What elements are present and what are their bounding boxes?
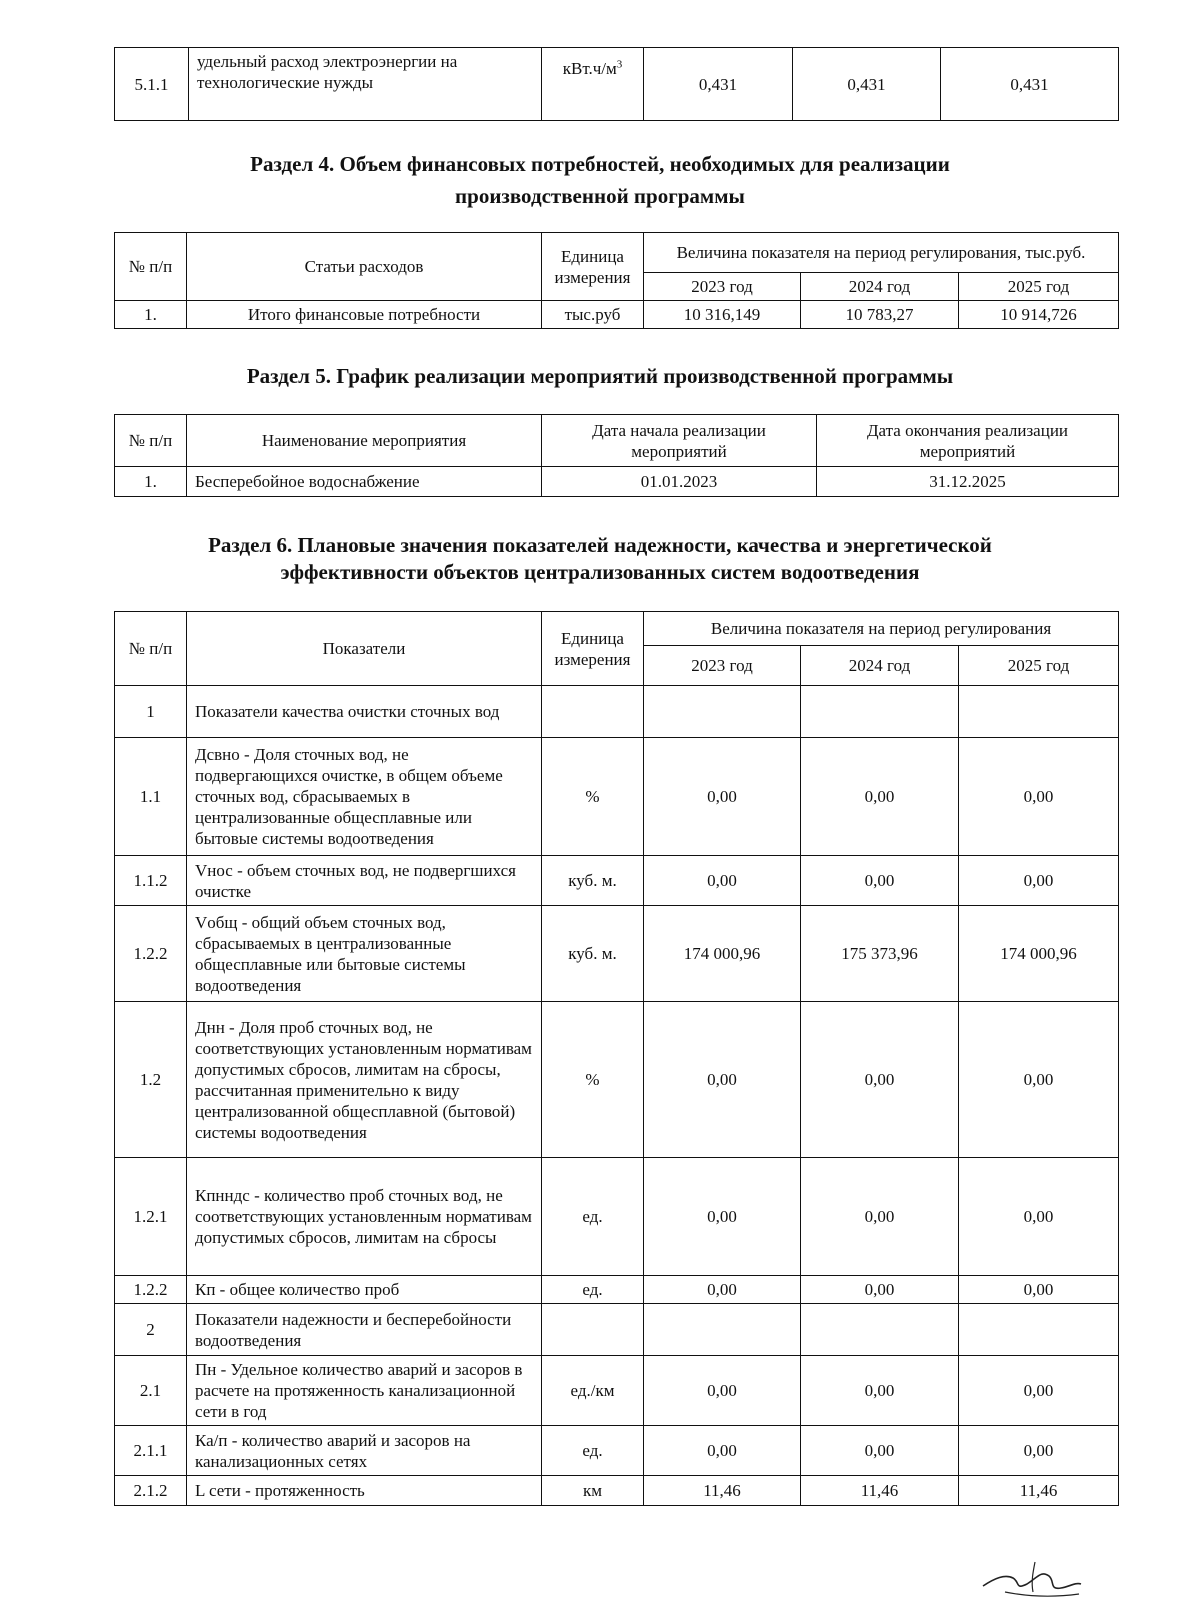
- value-2024: [801, 686, 959, 738]
- table-row: [115, 48, 1119, 121]
- value-2024: 0,00: [801, 1276, 959, 1304]
- table-header-row: [115, 233, 1119, 273]
- header-year-2023: 2023 год: [644, 273, 801, 301]
- value-2024: 0,00: [801, 1002, 959, 1158]
- row-number: 1.: [115, 301, 187, 329]
- value-2024: 0,00: [801, 738, 959, 856]
- value-2025: 0,431: [941, 48, 1119, 121]
- table-row: [115, 906, 1119, 1002]
- value-2025: 0,00: [959, 1002, 1119, 1158]
- unit-cell: ед./км: [542, 1356, 644, 1426]
- table-row: [115, 1356, 1119, 1426]
- end-date: 31.12.2025: [817, 467, 1119, 497]
- value-2023: [644, 686, 801, 738]
- value-2024: 0,00: [801, 856, 959, 906]
- indicator-name: L сети - протяженность: [187, 1476, 542, 1506]
- unit-cell: тыс.руб: [542, 301, 644, 329]
- table-header-row: [115, 612, 1119, 646]
- header-year-2025: 2025 год: [959, 646, 1119, 686]
- header-number: № п/п: [115, 415, 187, 467]
- unit-cell: куб. м.: [542, 856, 644, 906]
- value-2023: 0,00: [644, 1158, 801, 1276]
- row-number: 1.1.2: [115, 856, 187, 906]
- indicator-name: Показатели качества очистки сточных вод: [187, 686, 542, 738]
- section5-title: Раздел 5. График реализации мероприятий производственной программы: [246, 364, 954, 388]
- row-number: 1.: [115, 467, 187, 497]
- unit-cell: [542, 1304, 644, 1356]
- value-2023: 0,00: [644, 738, 801, 856]
- table-row: [115, 467, 1119, 497]
- indicator-name: Vнос - объем сточных вод, не подвергшихся очистке: [187, 856, 542, 906]
- table-row: [115, 738, 1119, 856]
- table-row: [115, 856, 1119, 906]
- header-unit: Единица измерения: [542, 612, 644, 686]
- table-header-row: [115, 415, 1119, 467]
- value-2025: 0,00: [959, 1276, 1119, 1304]
- header-expense-item: Статьи расходов: [187, 233, 542, 301]
- value-2024: 10 783,27: [801, 301, 959, 329]
- row-number: 1.2: [115, 1002, 187, 1158]
- table-row: [115, 1304, 1119, 1356]
- value-2025: 10 914,726: [959, 301, 1119, 329]
- unit-cell: %: [542, 1002, 644, 1158]
- event-name: Бесперебойное водоснабжение: [187, 467, 542, 497]
- row-number: 1.2.2: [115, 906, 187, 1002]
- value-2023: 174 000,96: [644, 906, 801, 1002]
- row-number: 2: [115, 1304, 187, 1356]
- header-indicators: Показатели: [187, 612, 542, 686]
- value-2023: 0,00: [644, 1356, 801, 1426]
- table-top-continuation: [114, 47, 1119, 121]
- header-number: № п/п: [115, 233, 187, 301]
- indicator-name: Дсвно - Доля сточных вод, не подвергающихся очистке, в общем объеме сточных вод, сбрасываемых в централизованные общесплавные или бытовые системы водоотведения: [187, 738, 542, 856]
- value-2023: 10 316,149: [644, 301, 801, 329]
- unit-text: кВт.ч/м: [562, 59, 617, 78]
- section6-title-line2: эффективности объектов централизованных систем водоотведения: [280, 560, 920, 584]
- row-number: 2.1.2: [115, 1476, 187, 1506]
- unit-superscript: 3: [616, 58, 623, 71]
- table-row: [115, 1002, 1119, 1158]
- start-date: 01.01.2023: [542, 467, 817, 497]
- header-end-date: Дата окончания реализации мероприятий: [817, 415, 1119, 467]
- value-2025: 11,46: [959, 1476, 1119, 1506]
- value-2025: [959, 1304, 1119, 1356]
- indicator-name: Показатели надежности и бесперебойности водоотведения: [187, 1304, 542, 1356]
- table-section4: [114, 232, 1119, 329]
- value-2023: 0,00: [644, 1276, 801, 1304]
- unit-cell: куб. м.: [542, 906, 644, 1002]
- section4-title-line1: Раздел 4. Объем финансовых потребностей, необходимых для реализации: [250, 152, 950, 176]
- value-2023: [644, 1304, 801, 1356]
- table-row: [115, 686, 1119, 738]
- value-2025: 0,00: [959, 856, 1119, 906]
- unit-cell: ед.: [542, 1426, 644, 1476]
- value-2023: 11,46: [644, 1476, 801, 1506]
- value-2025: 0,00: [959, 1426, 1119, 1476]
- indicator-name: Днн - Доля проб сточных вод, не соответствующих установленным нормативам допустимых сбросов, лимитам на сбросы, рассчитанная применительно к виду централизованной общесплавной (бытовой) системы водоотведения: [187, 1002, 542, 1158]
- indicator-name: Кпнндс - количество проб сточных вод, не соответствующих установленным нормативам допустимых сбросов, лимитам на сбросы: [187, 1158, 542, 1276]
- value-2023: 0,00: [644, 1002, 801, 1158]
- value-2025: 0,00: [959, 1158, 1119, 1276]
- unit-cell: ед.: [542, 1158, 644, 1276]
- section4-title-line2: производственной программы: [455, 184, 745, 208]
- value-2024: 0,00: [801, 1426, 959, 1476]
- value-2025: [959, 686, 1119, 738]
- table-section5: [114, 414, 1119, 497]
- value-2024: 11,46: [801, 1476, 959, 1506]
- value-2025: 0,00: [959, 1356, 1119, 1426]
- header-start-date: Дата начала реализации мероприятий: [542, 415, 817, 467]
- value-2024: 175 373,96: [801, 906, 959, 1002]
- indicator-name: удельный расход электроэнергии на технологические нужды: [189, 48, 542, 121]
- section6-title-line1: Раздел 6. Плановые значения показателей надежности, качества и энергетической: [208, 533, 992, 557]
- header-year-2024: 2024 год: [801, 273, 959, 301]
- value-2023: 0,00: [644, 856, 801, 906]
- row-number: 2.1.1: [115, 1426, 187, 1476]
- indicator-name: Кп - общее количество проб: [187, 1276, 542, 1304]
- expense-item: Итого финансовые потребности: [187, 301, 542, 329]
- value-2024: 0,00: [801, 1158, 959, 1276]
- value-2024: [801, 1304, 959, 1356]
- unit-cell: %: [542, 738, 644, 856]
- unit-cell: ед.: [542, 1276, 644, 1304]
- value-2024: 0,00: [801, 1356, 959, 1426]
- indicator-name: Vобщ - общий объем сточных вод, сбрасываемых в централизованные общесплавные или бытовые системы водоотведения: [187, 906, 542, 1002]
- table-section6: [114, 611, 1119, 1506]
- value-2023: 0,00: [644, 1426, 801, 1476]
- header-event-name: Наименование мероприятия: [187, 415, 542, 467]
- value-2023: 0,431: [644, 48, 793, 121]
- value-2024: 0,431: [793, 48, 941, 121]
- signature-mark: [975, 1548, 1085, 1603]
- row-number: 1.2.2: [115, 1276, 187, 1304]
- row-number: 5.1.1: [115, 48, 189, 121]
- table-row: [115, 1476, 1119, 1506]
- row-number: 1.2.1: [115, 1158, 187, 1276]
- table-row: [115, 1158, 1119, 1276]
- header-value-period: Величина показателя на период регулирования, тыс.руб.: [644, 233, 1119, 273]
- row-number: 2.1: [115, 1356, 187, 1426]
- indicator-name: Пн - Удельное количество аварий и засоров в расчете на протяженность канализационной сети в год: [187, 1356, 542, 1426]
- indicator-name: Ка/п - количество аварий и засоров на канализационных сетях: [187, 1426, 542, 1476]
- unit-cell: [542, 686, 644, 738]
- value-2025: 0,00: [959, 738, 1119, 856]
- table-row: [115, 301, 1119, 329]
- value-2025: 174 000,96: [959, 906, 1119, 1002]
- table-row: [115, 1276, 1119, 1304]
- header-number: № п/п: [115, 612, 187, 686]
- unit-cell: [542, 48, 644, 121]
- header-value-period: Величина показателя на период регулирования: [644, 612, 1119, 646]
- row-number: 1.1: [115, 738, 187, 856]
- header-year-2025: 2025 год: [959, 273, 1119, 301]
- unit-cell: км: [542, 1476, 644, 1506]
- row-number: 1: [115, 686, 187, 738]
- header-year-2024: 2024 год: [801, 646, 959, 686]
- header-year-2023: 2023 год: [644, 646, 801, 686]
- table-row: [115, 1426, 1119, 1476]
- header-unit: Единица измерения: [542, 233, 644, 301]
